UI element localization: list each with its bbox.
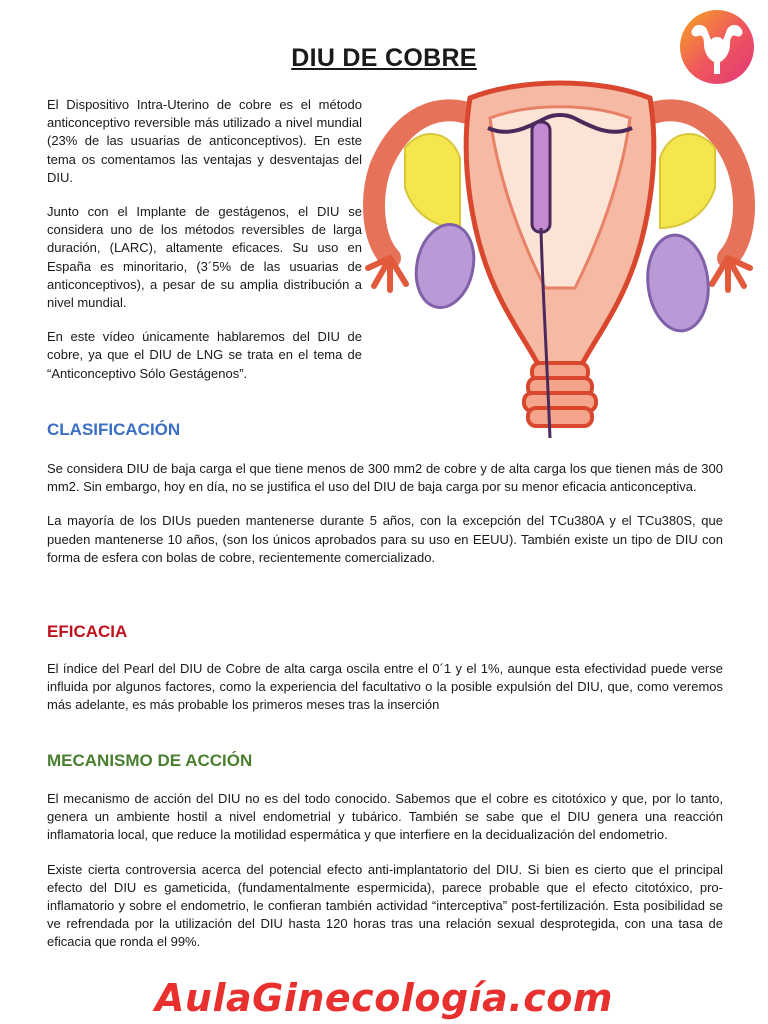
intro-paragraph: El Dispositivo Intra-Uterino de cobre es el método anticonceptivo reversible más utilizado a nivel mundial (23% de las usuarias de anticonceptivos). En este tema os comentamos las ventajas y desventajas del DIU.: [47, 97, 362, 185]
section-heading-clasificacion: CLASIFICACIÓN: [47, 420, 181, 439]
section-mecanismo: [47, 750, 723, 968]
section-paragraph: El índice del Pearl del DIU de Cobre de alta carga oscila entre el 0´1 y el 1%, aunque esta efectividad puede verse influida por algunos factores, como la experiencia del facultativo o la posible expulsión del DIU, que, como veremos más adelante, es más probable los primeros meses tras la inserción: [47, 661, 723, 713]
section-paragraph: La mayoría de los DIUs pueden mantenerse durante 5 años, con la excepción del TCu380A y el TCu380S, que pueden mantenerse 10 años, (son los únicos aprobados para su uso en EEUU). También existe un tipo de DIU con forma de esfera con bolas de cobre, recientemente comercializado.: [47, 513, 723, 565]
section-paragraph: Se considera DIU de baja carga el que tiene menos de 300 mm2 de cobre y de alta carga los que tienen más de 300 mm2. Sin embargo, hoy en día, no se justifica el uso del DIU de baja carga por su menor eficacia anticonceptiva.: [47, 461, 723, 495]
intro-paragraph: Junto con el Implante de gestágenos, el DIU se considera uno de los métodos reversibles de larga duración, (LARC), altamente eficaces. Su uso en España es minoritario, (3´5% de las usuarias de anticonceptivos), a pesar de su amplia distribución a nivel mundial.: [47, 204, 362, 311]
section-clasificacion: [47, 419, 723, 583]
footer-brand: AulaGinecología.com: [155, 976, 613, 1020]
uterus-with-iud-illustration: [360, 78, 760, 468]
section-heading-mecanismo: MECANISMO DE ACCIÓN: [47, 751, 253, 770]
section-eficacia: [47, 621, 723, 731]
page-title: DIU DE COBRE: [291, 44, 477, 72]
section-paragraph: El mecanismo de acción del DIU no es del todo conocido. Sabemos que el cobre es citotóxico y que, por lo tanto, genera un ambiente hostil a nivel endometrial y tubárico. También se sabe que el DIU genera una reacción inflamatoria local, que reduce la motilidad espermática y que interfiere en la decidualización del endometrio.: [47, 791, 723, 843]
intro-paragraph: En este vídeo únicamente hablaremos del DIU de cobre, ya que el DIU de LNG se trata en el tema de “Anticonceptivo Sólo Gestágenos”.: [47, 329, 362, 381]
section-heading-eficacia: EFICACIA: [47, 622, 128, 641]
section-paragraph: Existe cierta controversia acerca del potencial efecto anti-implantatorio del DIU. Si bien es cierto que el principal efecto del DIU es gameticida, (fundamentalmente espermicida), parece probable que el efecto citotóxico, pro-inflamatorio y sobre el endometrio, le confieran también actividad “interceptiva” post-fertilización. Esta posibilidad se ve refrendada por la utilización del DIU hasta 120 horas tras una relación sexual desprotegida, con una tasa de eficacia que ronda el 99%.: [47, 861, 723, 950]
intro-text: [47, 96, 362, 399]
